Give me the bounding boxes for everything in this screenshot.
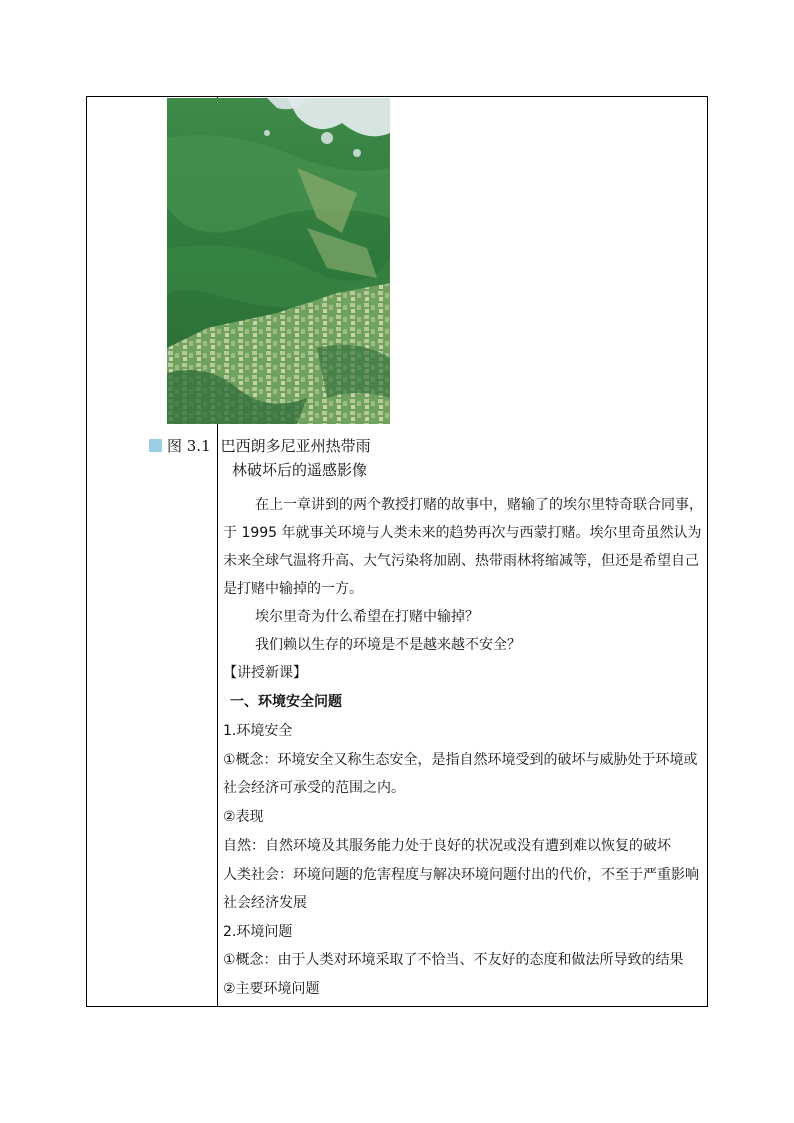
society-paragraph [223,861,703,917]
subsection-title: 1.环境安全 [223,723,293,739]
paragraph-line: 是打赌中输掉的一方。 [223,581,363,597]
paragraph-line: ①概念：环境安全又称生态安全，是指自然环境受到的破坏与威胁处于环境或 [223,752,698,768]
main-problems-heading: ②主要环境问题 [223,981,320,997]
figure-number: 图 3.1 [167,437,211,455]
caption-line2: 林破坏后的遥感影像 [232,461,368,479]
paragraph-line: 社会经济可承受的范围之内。 [223,780,405,796]
nature-line: 自然：自然环境及其服务能力处于良好的状况或没有遭到难以恢复的破坏 [223,838,671,854]
performance-heading: ②表现 [223,809,264,825]
subsection-title-2: 2.环境问题 [223,924,293,940]
satellite-image-rainforest [167,98,390,424]
paragraph-line: 于 1995 年就事关环境与人类未来的趋势再次与西蒙打赌。埃尔里奇虽然认为 [223,525,702,541]
caption-marker-icon [149,439,162,452]
caption-line1: 巴西朗多尼亚州热带雨 [220,437,371,455]
figure-caption [149,434,549,482]
intro-paragraph [223,491,703,603]
question-2: 我们赖以生存的环境是不是越来越不安全？ [255,637,521,653]
problem-concept-line: ①概念：由于人类对环境采取了不恰当、不友好的态度和做法所导致的结果 [223,952,684,968]
paragraph-line: 未来全球气温将升高、大气污染将加剧、热带雨林将缩减等，但还是希望自己 [223,553,699,569]
concept-paragraph [223,746,703,802]
paragraph-line: 社会经济发展 [223,895,307,911]
section-heading: 一、环境安全问题 [230,694,342,710]
paragraph-line: 人类社会：环境问题的危害程度与解决环境问题付出的代价，不至于严重影响 [223,867,699,883]
paragraph-line: 在上一章讲到的两个教授打赌的故事中，赌输了的埃尔里特奇联合同事， [255,497,703,513]
lesson-heading: 【讲授新课】 [223,665,307,681]
question-1: 埃尔里奇为什么希望在打赌中输掉？ [255,609,479,625]
